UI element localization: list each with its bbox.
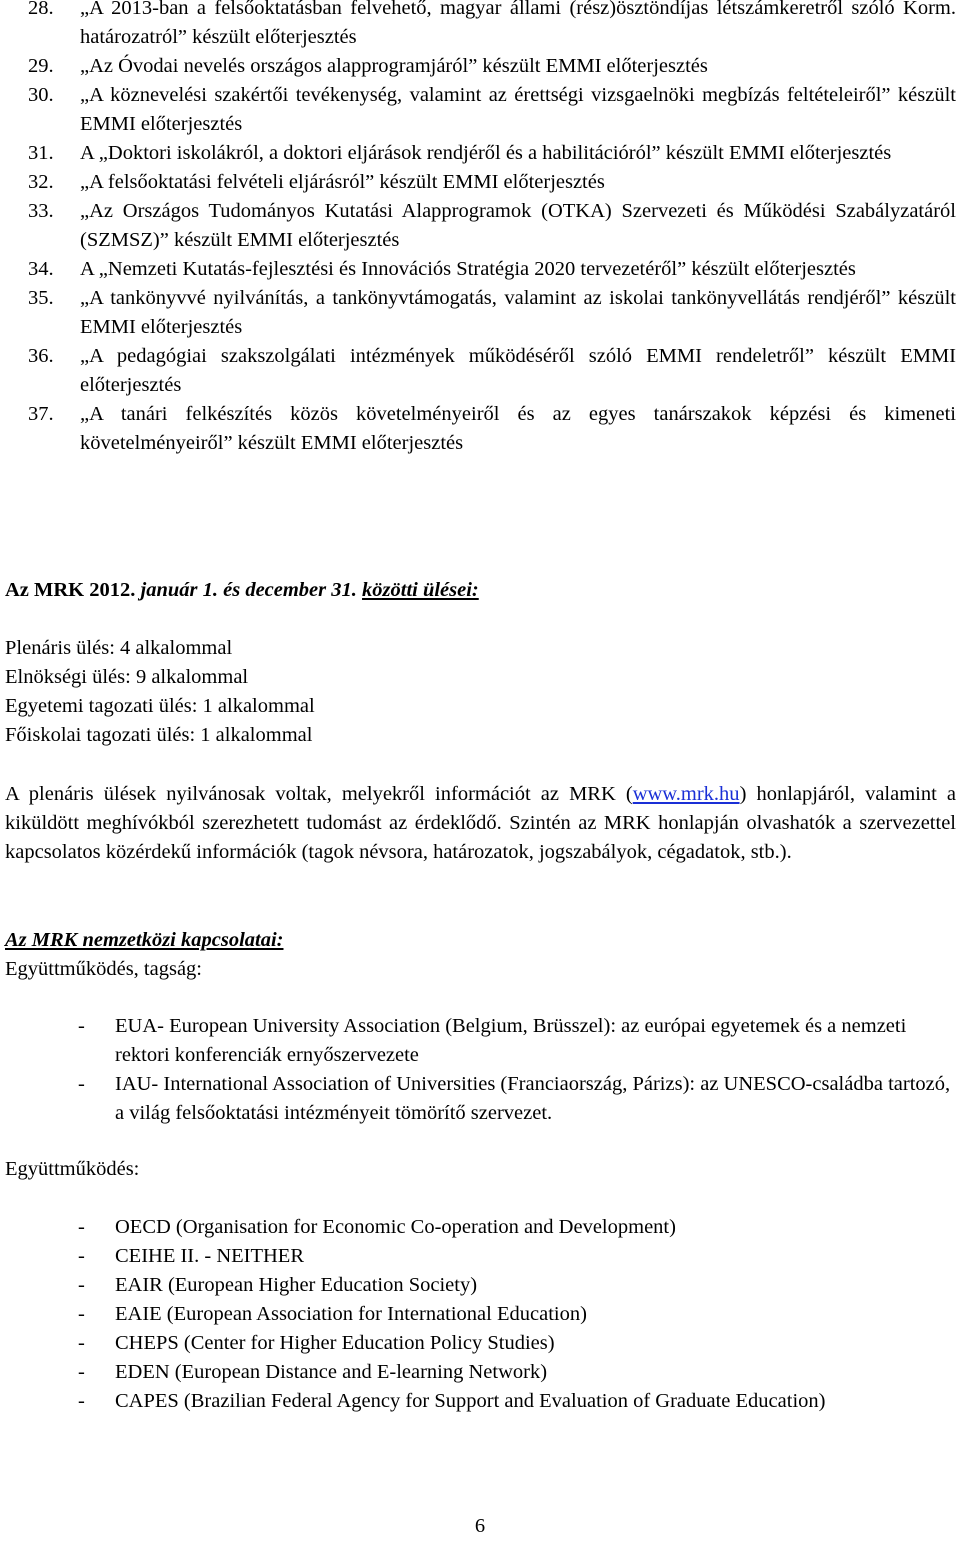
item-text: „A tankönyvvé nyilvánítás, a tankönyvtámogatás, valamint az iskolai tankönyvellátás rendjéről” készült EMMI előterjesztés: [80, 287, 956, 338]
item-text: „A tanári felkészítés közös követelményeiről és az egyes tanárszakok képzési és kimeneti követelményeiről” készült EMMI előterjesztés: [80, 403, 956, 454]
cooperation-text: CHEPS (Center for Higher Education Policy Studies): [115, 1332, 555, 1354]
meetings-heading: [5, 576, 956, 605]
list-item: [28, 197, 956, 255]
paragraph-text-start: A plenáris ülések nyilvánosak voltak, melyekről információt az MRK (: [5, 783, 633, 805]
list-dash: -: [78, 1216, 85, 1238]
list-item: [78, 1387, 958, 1416]
cooperation-text: CEIHE II. - NEITHER: [115, 1245, 305, 1267]
list-item: [28, 255, 956, 284]
item-text: „A pedagógiai szakszolgálati intézmények működéséről szóló EMMI rendeletről” készült EMMI előterjesztés: [80, 345, 956, 396]
list-item: [78, 1070, 958, 1128]
mrk-website-link[interactable]: www.mrk.hu: [632, 783, 740, 805]
meeting-stat-university: Egyetemi tagozati ülés: 1 alkalommal: [5, 695, 315, 717]
item-number: 28.: [28, 0, 54, 19]
paragraph-text-end: ) honlapjáról, valamint a kiküldött meghívókból szerezhetett tudomást az érdeklődő. Szintén az MRK honlapján olvashatók a szervezettel kapcsolatos közérdekű információk (tagok névsora, határozatok, jogszabályok, cégadatok, stb.).: [5, 783, 956, 863]
list-item: [28, 342, 956, 400]
list-item: [78, 1329, 958, 1358]
item-number: 29.: [28, 55, 54, 77]
item-number: 32.: [28, 171, 54, 193]
list-item: [28, 284, 956, 342]
list-item: [28, 400, 956, 458]
item-text: „A felsőoktatási felvételi eljárásról” készült EMMI előterjesztés: [80, 171, 605, 193]
item-text: A „Doktori iskolákról, a doktori eljárások rendjéről és a habilitációról” készült EMMI előterjesztés: [80, 142, 892, 164]
list-dash: -: [78, 1245, 85, 1267]
cooperation-list: [78, 1213, 958, 1416]
item-text: „A köznevelési szakértői tevékenység, valamint az érettségi vizsgaelnöki megbízás feltételeiről” készült EMMI előterjesztés: [80, 84, 956, 135]
list-dash: -: [78, 1073, 85, 1095]
cooperation-text: OECD (Organisation for Economic Co-operation and Development): [115, 1216, 676, 1238]
membership-text: EUA- European University Association (Belgium, Brüsszel): az európai egyetemek és a nemzeti rektori konferenciák ernyőszervezete: [115, 1015, 907, 1066]
meeting-stat-plenary: Plenáris ülés: 4 alkalommal: [5, 637, 233, 659]
meetings-heading-part1: Az MRK 2012.: [5, 579, 141, 601]
agenda-list: [28, 0, 956, 458]
item-text: „Az Óvodai nevelés országos alapprogramjáról” készült EMMI előterjesztés: [80, 55, 708, 77]
item-number: 36.: [28, 345, 54, 367]
item-number: 31.: [28, 142, 54, 164]
list-item: [28, 0, 956, 52]
list-dash: -: [78, 1303, 85, 1325]
item-number: 30.: [28, 84, 54, 106]
cooperation-text: EDEN (European Distance and E-learning Network): [115, 1361, 548, 1383]
plenary-paragraph: [5, 780, 956, 867]
item-text: A „Nemzeti Kutatás-fejlesztési és Innovációs Stratégia 2020 tervezetéről” készült előterjesztés: [80, 258, 856, 280]
item-text: „Az Országos Tudományos Kutatási Alapprogramok (OTKA) Szervezeti és Működési Szabályzatáról (SZMSZ)” készült EMMI előterjesztés: [80, 200, 956, 251]
list-item: [28, 81, 956, 139]
list-dash: -: [78, 1390, 85, 1412]
intl-relations-heading: Az MRK nemzetközi kapcsolatai:: [5, 929, 284, 951]
list-dash: -: [78, 1015, 85, 1037]
meeting-stat-college: Főiskolai tagozati ülés: 1 alkalommal: [5, 724, 313, 746]
list-item: [28, 52, 956, 81]
list-item: [28, 168, 956, 197]
cooperation-text: CAPES (Brazilian Federal Agency for Support and Evaluation of Graduate Education): [115, 1390, 826, 1412]
item-number: 37.: [28, 403, 54, 425]
membership-label: Együttműködés, tagság:: [5, 958, 203, 980]
list-dash: -: [78, 1332, 85, 1354]
list-item: [78, 1242, 958, 1271]
item-text: „A 2013-ban a felsőoktatásban felvehető, magyar állami (rész)ösztöndíjas létszámkeretről szóló Korm. határozatról” készült előterjesztés: [80, 0, 956, 48]
meeting-stat-presidium: Elnökségi ülés: 9 alkalommal: [5, 666, 249, 688]
list-item: [78, 1012, 958, 1070]
cooperation-text: EAIR (European Higher Education Society): [115, 1274, 478, 1296]
list-item: [78, 1271, 958, 1300]
list-dash: -: [78, 1361, 85, 1383]
membership-list: [78, 1012, 958, 1128]
list-item: [78, 1300, 958, 1329]
list-item: [78, 1213, 958, 1242]
item-number: 33.: [28, 200, 54, 222]
item-number: 34.: [28, 258, 54, 280]
meeting-stats: [5, 634, 956, 750]
meetings-heading-part3: közötti ülései:: [362, 579, 479, 601]
cooperation-text: EAIE (European Association for International Education): [115, 1303, 587, 1325]
list-dash: -: [78, 1274, 85, 1296]
list-item: [78, 1358, 958, 1387]
list-item: [28, 139, 956, 168]
meetings-heading-dates: január 1. és december 31.: [140, 579, 363, 601]
membership-text: IAU- International Association of Universities (Franciaország, Párizs): az UNESCO-családba tartozó, a világ felsőoktatási intézményeit tömörítő szervezet.: [115, 1073, 951, 1124]
item-number: 35.: [28, 287, 54, 309]
cooperation-label: Együttműködés:: [5, 1158, 140, 1180]
page-number: 6: [474, 1515, 486, 1537]
